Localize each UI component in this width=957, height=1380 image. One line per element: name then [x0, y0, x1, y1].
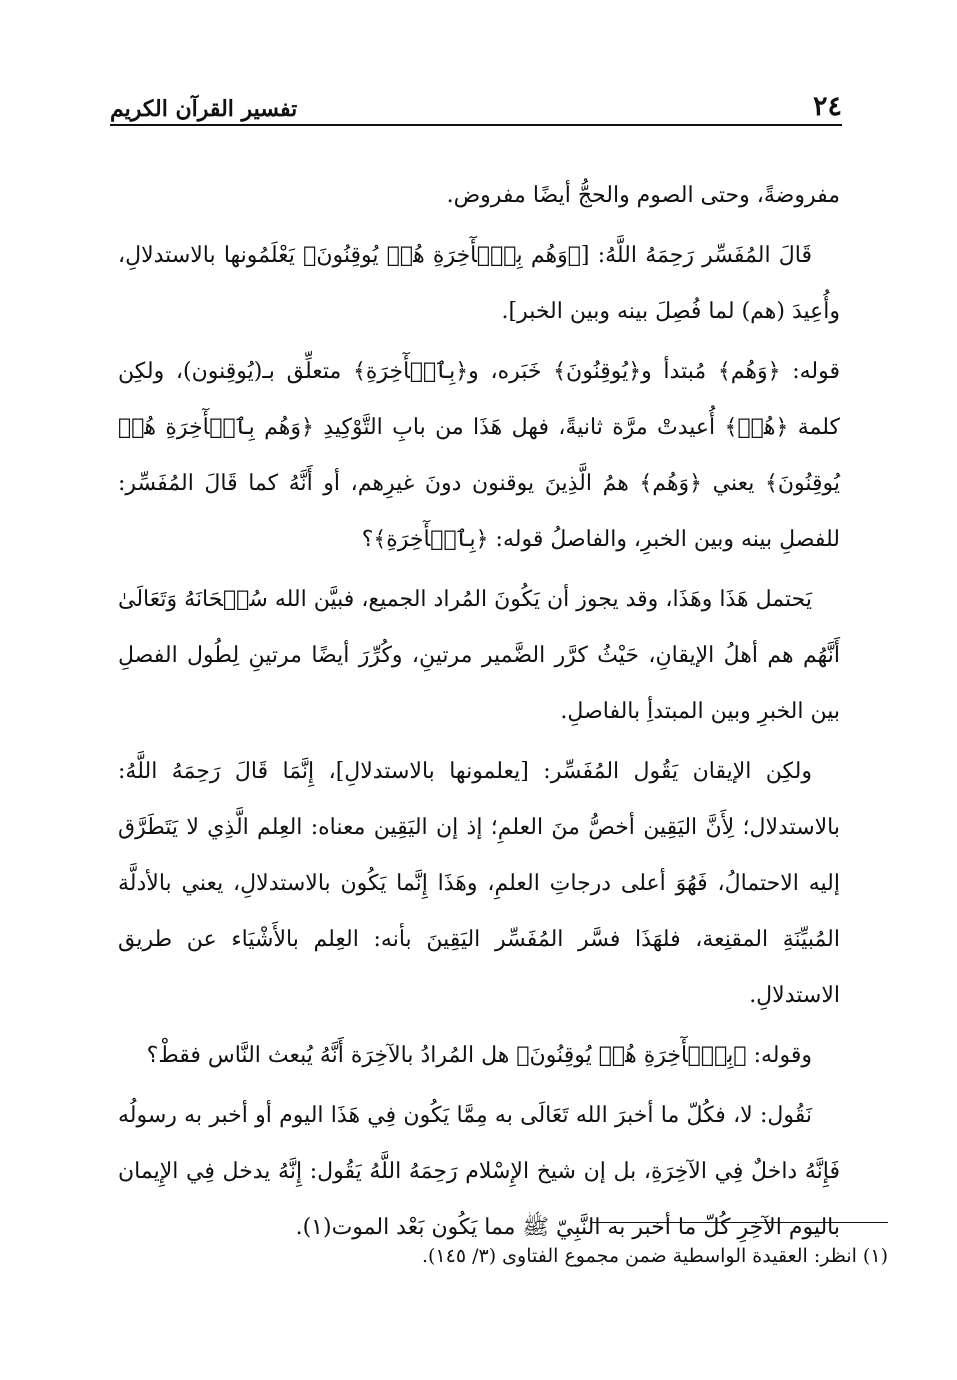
- paragraph-1: مفروضةً، وحتى الصوم والحجُّ أيضًا مفروض.: [446, 183, 840, 208]
- paragraph-6: وقوله: ﴿بِٱلۡأٓخِرَةِ هُمۡ يُوقِنُونَ﴾ هل المُرادُ بالآخِرَة أَنَّهُ يُبعث النَّاس فقطْ؟: [146, 1043, 812, 1068]
- paragraph-2: قَالَ المُفَسِّر رَحِمَهُ اللَّهُ: [﴿وَهُم بِٱلۡأٓخِرَةِ هُمۡ يُوقِنُونَ﴾ يَعْلَمُونها بالاستدلالِ، وأُعِيدَ (هم) لما فُصِلَ بينه وبين الخبر].: [118, 243, 840, 324]
- paragraph-3: قوله: ﴿وَهُم﴾ مُبتدأ و﴿يُوقِنُونَ﴾ خَبَره، و﴿بِٱلۡأٓخِرَةِ﴾ متعلِّق بـ(يُوقِنون)، ولكِن كلمة ﴿هُمۡ﴾ أُعيدتْ مرَّة ثانيةً، فهل هَذَا من بابِ التَّوْكِيدِ ﴿وَهُم بِٱلۡأٓخِرَةِ هُمۡ يُوقِنُونَ﴾ يعني ﴿وَهُم﴾ همُ الَّذِينَ يوقنون دونَ غيرِهم، أو أَنَّهُ كما قَالَ المُفَسِّر: للفصلِ بينه وبين الخبرِ، والفاصلُ قوله: ﴿بِٱلۡأٓخِرَةِ﴾؟: [118, 359, 840, 552]
- footnote-divider: [590, 1222, 888, 1223]
- running-title: تفسير القرآن الكريم: [110, 96, 298, 122]
- paragraph-4: يَحتمل هَذَا وهَذَا، وقد يجوز أن يَكُونَ المُراد الجميع، فبيَّن الله سُبۡحَانَهُ وَتَعَالَىٰ أَنَّهُم هم أهلُ الإيقانِ، حَيْثُ كرَّر الضَّمير مرتينِ، وكُرِّرَ أيضًا مرتينِ لِطُول الفصلِ بين الخبرِ وبين المبتدأِ بالفاصلِ.: [118, 587, 840, 724]
- page-header: [110, 92, 842, 128]
- page-number: ٢٤: [812, 91, 842, 122]
- paragraph-5: ولكِن الإيقان يَقُول المُفَسِّر: [يعلمونها بالاستدلالِ]، إِنَّمَا قَالَ رَحِمَهُ اللَّهُ: بالاستدلال؛ لِأَنَّ اليَقِين أخصُّ منَ العلمِ؛ إذ إن اليَقِين معناه: العِلم الَّذِي لا يَتَطَرَّق إليه الاحتمالُ، فَهُوَ أعلى درجاتِ العلمِ، وهَذَا إِنَّما يَكُون بالاستدلالِ، يعني بالأدلَّة المُبيِّنَةِ المقنِعة، فلهَذَا فسَّر المُفَسِّر اليَقِينَ بأنه: العِلم بالأَشْيَاء عن طريق الاستدلالِ.: [118, 759, 840, 1008]
- header-divider: [110, 124, 842, 126]
- main-text: [118, 168, 840, 1260]
- footnote: (١) انظر: العقيدة الواسطية ضمن مجموع الفتاوى (٣/ ١٤٥).: [421, 1245, 888, 1267]
- paragraph-7: نَقُول: لا، فكُلّ ما أخبرَ الله تَعَالَى به مِمَّا يَكُون فِي هَذَا اليوم أو أخبر به رسولُه فَإِنَّهُ داخلٌ فِي الآخِرَةِ، بل إن شيخ الإِسْلام رَحِمَهُ اللَّهُ يَقُول: إِنَّهُ يدخل فِي الإِيمان باليوم الآخِرِ كُلّ ما أخبر به النَّبِيّ ﷺ مما يَكُون بَعْد الموت(١).: [118, 1103, 840, 1240]
